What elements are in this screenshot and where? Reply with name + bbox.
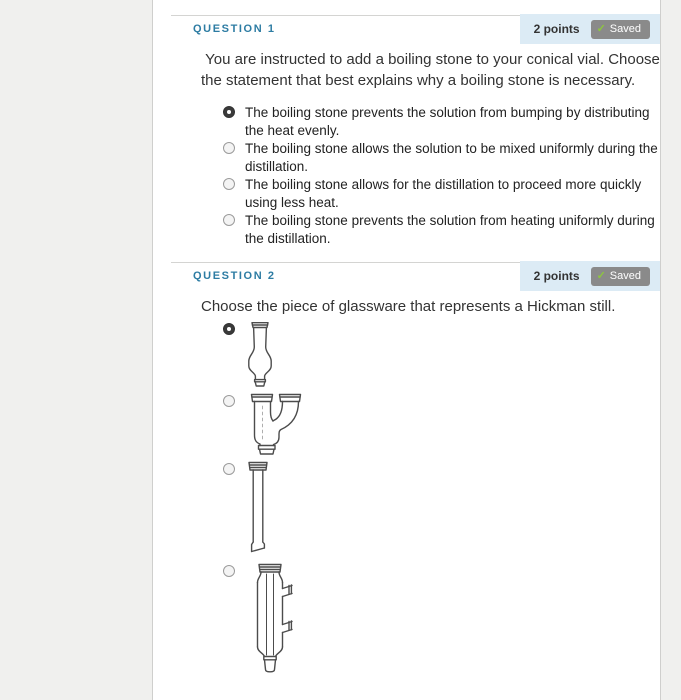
question-1-title: QUESTION 1 <box>193 23 276 35</box>
question-1-points-block <box>520 14 660 44</box>
saved-label: Saved <box>609 22 641 35</box>
saved-status-badge <box>591 20 650 39</box>
radio-button[interactable] <box>223 463 235 475</box>
question-2-points-block <box>520 261 660 291</box>
question-2-options <box>223 321 660 673</box>
question-2-text: Choose the piece of glassware that represents a Hickman still. <box>201 298 616 315</box>
question-1-text: You are instructed to add a boiling stone to your conical vial. Choose the statement that best explains why a boiling stone is necessary. <box>201 51 665 89</box>
radio-button[interactable] <box>223 142 235 154</box>
answer-option-image[interactable] <box>223 393 660 455</box>
saved-status-badge <box>591 267 650 286</box>
hickman-still-icon <box>245 321 275 387</box>
answer-option-label[interactable]: The boiling stone prevents the solution from bumping by distributing the heat evenly. <box>245 105 650 138</box>
radio-button[interactable] <box>223 106 235 118</box>
question-1-section <box>153 15 665 248</box>
answer-option-image[interactable] <box>223 321 660 387</box>
radio-button[interactable] <box>223 214 235 226</box>
answer-option[interactable] <box>223 140 660 176</box>
question-1-options <box>223 104 660 248</box>
answer-option-label[interactable]: The boiling stone allows the solution to be mixed uniformly during the distillation. <box>245 141 658 174</box>
radio-button[interactable] <box>223 178 235 190</box>
question-2-title: QUESTION 2 <box>193 270 276 282</box>
quiz-content-panel <box>152 0 665 700</box>
answer-option-label[interactable]: The boiling stone prevents the solution from heating uniformly during the distillation. <box>245 213 655 246</box>
question-1-header <box>153 16 660 44</box>
answer-option[interactable] <box>223 212 660 248</box>
claisen-adapter-icon <box>245 393 307 455</box>
question-2-section <box>153 262 660 673</box>
radio-button[interactable] <box>223 323 235 335</box>
checkmark-icon: ✓ <box>596 22 606 35</box>
saved-label: Saved <box>609 269 641 282</box>
air-condenser-icon <box>245 461 271 555</box>
radio-button[interactable] <box>223 395 235 407</box>
points-label: 2 points <box>533 269 580 283</box>
jacketed-condenser-icon <box>245 563 295 673</box>
answer-option[interactable] <box>223 176 660 212</box>
radio-button[interactable] <box>223 565 235 577</box>
answer-option-image[interactable] <box>223 563 660 673</box>
answer-option-label[interactable]: The boiling stone allows for the distillation to proceed more quickly using less heat. <box>245 177 642 210</box>
answer-option[interactable] <box>223 104 660 140</box>
answer-option-image[interactable] <box>223 461 660 555</box>
points-label: 2 points <box>533 22 580 36</box>
question-2-header <box>153 263 660 291</box>
checkmark-icon: ✓ <box>596 269 606 282</box>
